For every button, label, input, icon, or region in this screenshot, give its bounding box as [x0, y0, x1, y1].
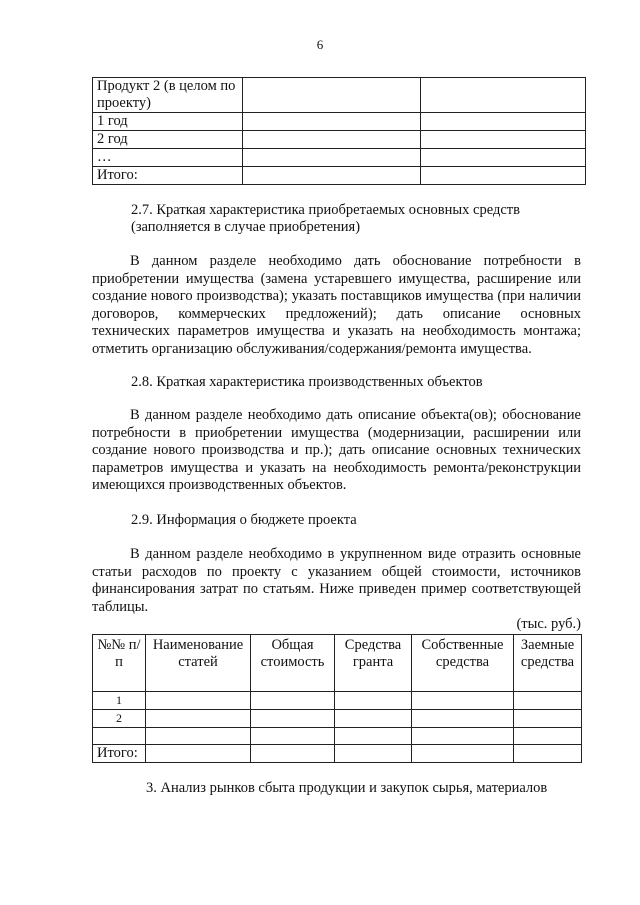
table-cell: [514, 745, 582, 763]
table-row: [93, 692, 582, 710]
section-3-heading: 3. Анализ рынков сбыта продукции и закупок сырья, материалов: [146, 780, 548, 796]
table-total-row: [93, 745, 582, 763]
unit-label: (тыс. руб.): [516, 616, 581, 632]
table-cell: [93, 728, 146, 745]
ellipsis-label: …: [93, 149, 243, 167]
table-cell: [412, 728, 514, 745]
header-grant-funds: Средства гранта: [335, 635, 412, 692]
year-1-label: 1 год: [93, 113, 243, 131]
section-2-7-text: В данном разделе необходимо дать обоснование потребности в приобретении имущества (замена устаревшего имущества, расширение или создание нового производства); указать поставщиков имущества (при наличии договоров, коммерческих предложений); дать описание основных технических параметров имущества и указать на необходимость монтажа; отметить организацию обслуживания/содержания/ремонта имущества.: [92, 253, 581, 357]
table-row: [93, 149, 586, 167]
table-cell: [251, 710, 335, 728]
table-cell: [251, 745, 335, 763]
table-cell: [251, 692, 335, 710]
table-cell: [412, 710, 514, 728]
table-cell: [243, 113, 421, 131]
table-cell: [243, 131, 421, 149]
section-2-9-text: В данном разделе необходимо в укрупненном виде отразить основные статьи расходов по проекту с указанием общей стоимости, источников финансирования затрат по статьям. Ниже приведен пример соответствующей таблицы.: [92, 546, 581, 615]
header-total-cost: Общая стоимость: [251, 635, 335, 692]
table-cell: [421, 149, 586, 167]
table-cell: [514, 710, 582, 728]
table-cell: [421, 113, 586, 131]
table-cell: [421, 78, 586, 113]
table-cell: [335, 692, 412, 710]
table-cell: [412, 745, 514, 763]
table-cell: [514, 728, 582, 745]
section-2-9-heading: 2.9. Информация о бюджете проекта: [131, 512, 357, 528]
table-header-row: [93, 635, 582, 692]
section-2-7-heading: 2.7. Краткая характеристика приобретаемых основных средств (заполняется в случае приобретения): [131, 202, 520, 235]
table-cell: [146, 710, 251, 728]
row-number: 1: [93, 692, 146, 710]
table-cell: [251, 728, 335, 745]
total-label: Итого:: [93, 167, 243, 185]
table-cell: [243, 149, 421, 167]
table-row: [93, 78, 586, 113]
table-row: [93, 710, 582, 728]
table-cell: [514, 692, 582, 710]
page-number: 6: [316, 37, 324, 52]
table-cell: [412, 692, 514, 710]
year-2-label: 2 год: [93, 131, 243, 149]
product-row-label: Продукт 2 (в целом по проекту): [93, 78, 243, 113]
table-cell: [335, 710, 412, 728]
section-2-8-heading: 2.8. Краткая характеристика производственных объектов: [131, 374, 483, 390]
table-cell: [243, 78, 421, 113]
header-own-funds: Собственные средства: [412, 635, 514, 692]
table-cell: [146, 745, 251, 763]
header-loan-funds: Заемные средства: [514, 635, 582, 692]
table-row: [93, 728, 582, 745]
table-row: [93, 113, 586, 131]
budget-table: [92, 634, 582, 763]
table-cell: [335, 728, 412, 745]
table-cell: [243, 167, 421, 185]
table-cell: [146, 692, 251, 710]
table-cell: [146, 728, 251, 745]
header-number: №№ п/п: [93, 635, 146, 692]
table-cell: [421, 167, 586, 185]
table-cell: [421, 131, 586, 149]
product-table: [92, 77, 586, 185]
table-row: [93, 167, 586, 185]
table-cell: [335, 745, 412, 763]
section-2-8-text: В данном разделе необходимо дать описание объекта(ов); обоснование потребности в приобретении имущества (модернизации, расширении или создание нового производства и пр.); дать описание основных технических параметров имущества и указать на необходимость ремонта/реконструкции имеющихся производственных объектов.: [92, 407, 581, 493]
header-item-name: Наименование статей: [146, 635, 251, 692]
table-row: [93, 131, 586, 149]
total-label: Итого:: [93, 745, 146, 763]
row-number: 2: [93, 710, 146, 728]
